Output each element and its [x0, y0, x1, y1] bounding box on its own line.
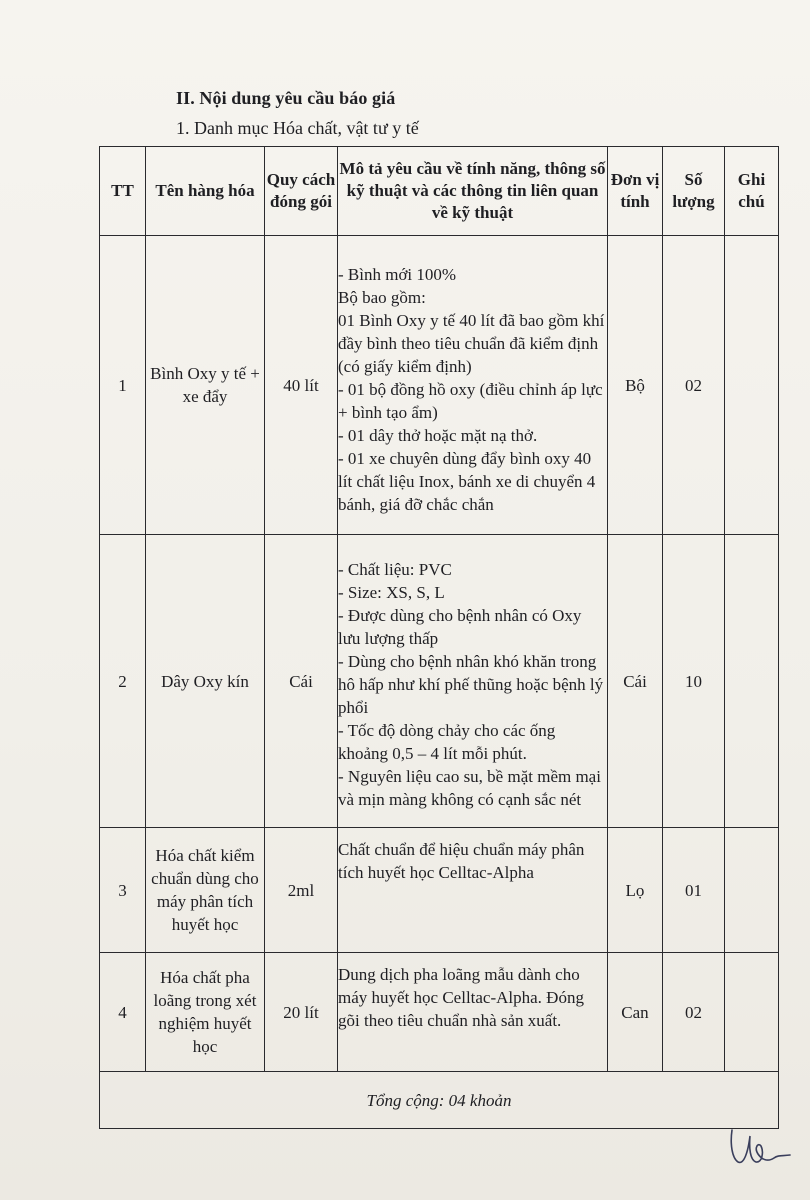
- row-note: [725, 828, 779, 953]
- table-row: [100, 953, 779, 1072]
- description-line: - Được dùng cho bệnh nhân có Oxy lưu lượng thấp: [338, 605, 582, 648]
- row-note: [725, 535, 779, 828]
- row-tt: 3: [100, 828, 146, 953]
- quotation-table: [99, 146, 779, 1129]
- section-heading: II. Nội dung yêu cầu báo giá: [176, 88, 396, 108]
- header-tt: TT: [100, 147, 146, 236]
- list-heading: 1. Danh mục Hóa chất, vật tư y tế: [176, 118, 419, 138]
- row-packing: 2ml: [265, 828, 338, 953]
- header-packing: Quy cách đóng gói: [265, 147, 338, 236]
- description-line: - 01 dây thở hoặc mặt nạ thở.: [338, 425, 538, 445]
- row-unit: Lọ: [608, 828, 663, 953]
- handwritten-signature: [726, 1122, 796, 1174]
- description-line: 01 Bình Oxy y tế 40 lít đã bao gồm khí đầy bình theo tiêu chuẩn đã kiểm định (có giấy kiểm định): [338, 310, 605, 376]
- row-name: Dây Oxy kín: [146, 535, 265, 828]
- header-unit: Đơn vị tính: [608, 147, 663, 236]
- row-tt: 4: [100, 953, 146, 1072]
- description-line: - Tốc độ dòng chảy cho các ống khoảng 0,5 – 4 lít mỗi phút.: [338, 720, 556, 763]
- description-line: Dung dịch pha loãng mẫu dành cho máy huyết học Celltac-Alpha. Đóng gõi theo tiêu chuẩn nhà sản xuất.: [338, 965, 584, 1030]
- row-name: Hóa chất kiểm chuẩn dùng cho máy phân tích huyết học: [146, 828, 265, 953]
- row-quantity: 10: [663, 535, 725, 828]
- description-line: - Chất liệu: PVC: [338, 559, 452, 579]
- table-row: [100, 236, 779, 535]
- table-row: [100, 828, 779, 953]
- description-line: Bộ bao gồm:: [338, 287, 426, 307]
- description-line: - Dùng cho bệnh nhân khó khăn trong hô hấp như khí phế thũng hoặc bệnh lý phổi: [338, 651, 604, 717]
- row-name: Hóa chất pha loãng trong xét nghiệm huyết học: [146, 953, 265, 1072]
- row-quantity: 02: [663, 236, 725, 535]
- row-unit: Cái: [608, 535, 663, 828]
- row-unit: Bộ: [608, 236, 663, 535]
- row-description: [338, 953, 608, 1072]
- row-quantity: 02: [663, 953, 725, 1072]
- row-packing: 20 lít: [265, 953, 338, 1072]
- row-tt: 2: [100, 535, 146, 828]
- description-line: Chất chuẩn để hiệu chuẩn máy phân tích huyết học Celltac-Alpha: [338, 840, 585, 882]
- row-description: [338, 535, 608, 828]
- description-line: - 01 xe chuyên dùng đẩy bình oxy 40 lít chất liệu Inox, bánh xe di chuyển 4 bánh, giá đỡ chắc chắn: [338, 448, 596, 514]
- header-note: Ghi chú: [725, 147, 779, 236]
- row-packing: Cái: [265, 535, 338, 828]
- row-tt: 1: [100, 236, 146, 535]
- row-note: [725, 236, 779, 535]
- row-description: [338, 828, 608, 953]
- description-line: - 01 bộ đồng hồ oxy (điều chỉnh áp lực + bình tạo ẩm): [338, 379, 603, 422]
- header-quantity: Số lượng: [663, 147, 725, 236]
- row-quantity: 01: [663, 828, 725, 953]
- table-header-row: [100, 147, 779, 236]
- description-line: - Size: XS, S, L: [338, 582, 445, 602]
- description-line: - Nguyên liệu cao su, bề mặt mềm mại và mịn màng không có cạnh sắc nét: [338, 766, 601, 809]
- row-packing: 40 lít: [265, 236, 338, 535]
- row-name: Bình Oxy y tế + xe đẩy: [146, 236, 265, 535]
- row-unit: Can: [608, 953, 663, 1072]
- total-row: [100, 1072, 779, 1129]
- header-name: Tên hàng hóa: [146, 147, 265, 236]
- table-row: [100, 535, 779, 828]
- total-label: Tổng cộng: 04 khoản: [100, 1072, 779, 1129]
- row-description: [338, 236, 608, 535]
- row-note: [725, 953, 779, 1072]
- header-description: Mô tả yêu cầu về tính năng, thông số kỹ thuật và các thông tin liên quan về kỹ thuật: [338, 147, 608, 236]
- description-line: - Bình mới 100%: [338, 264, 457, 284]
